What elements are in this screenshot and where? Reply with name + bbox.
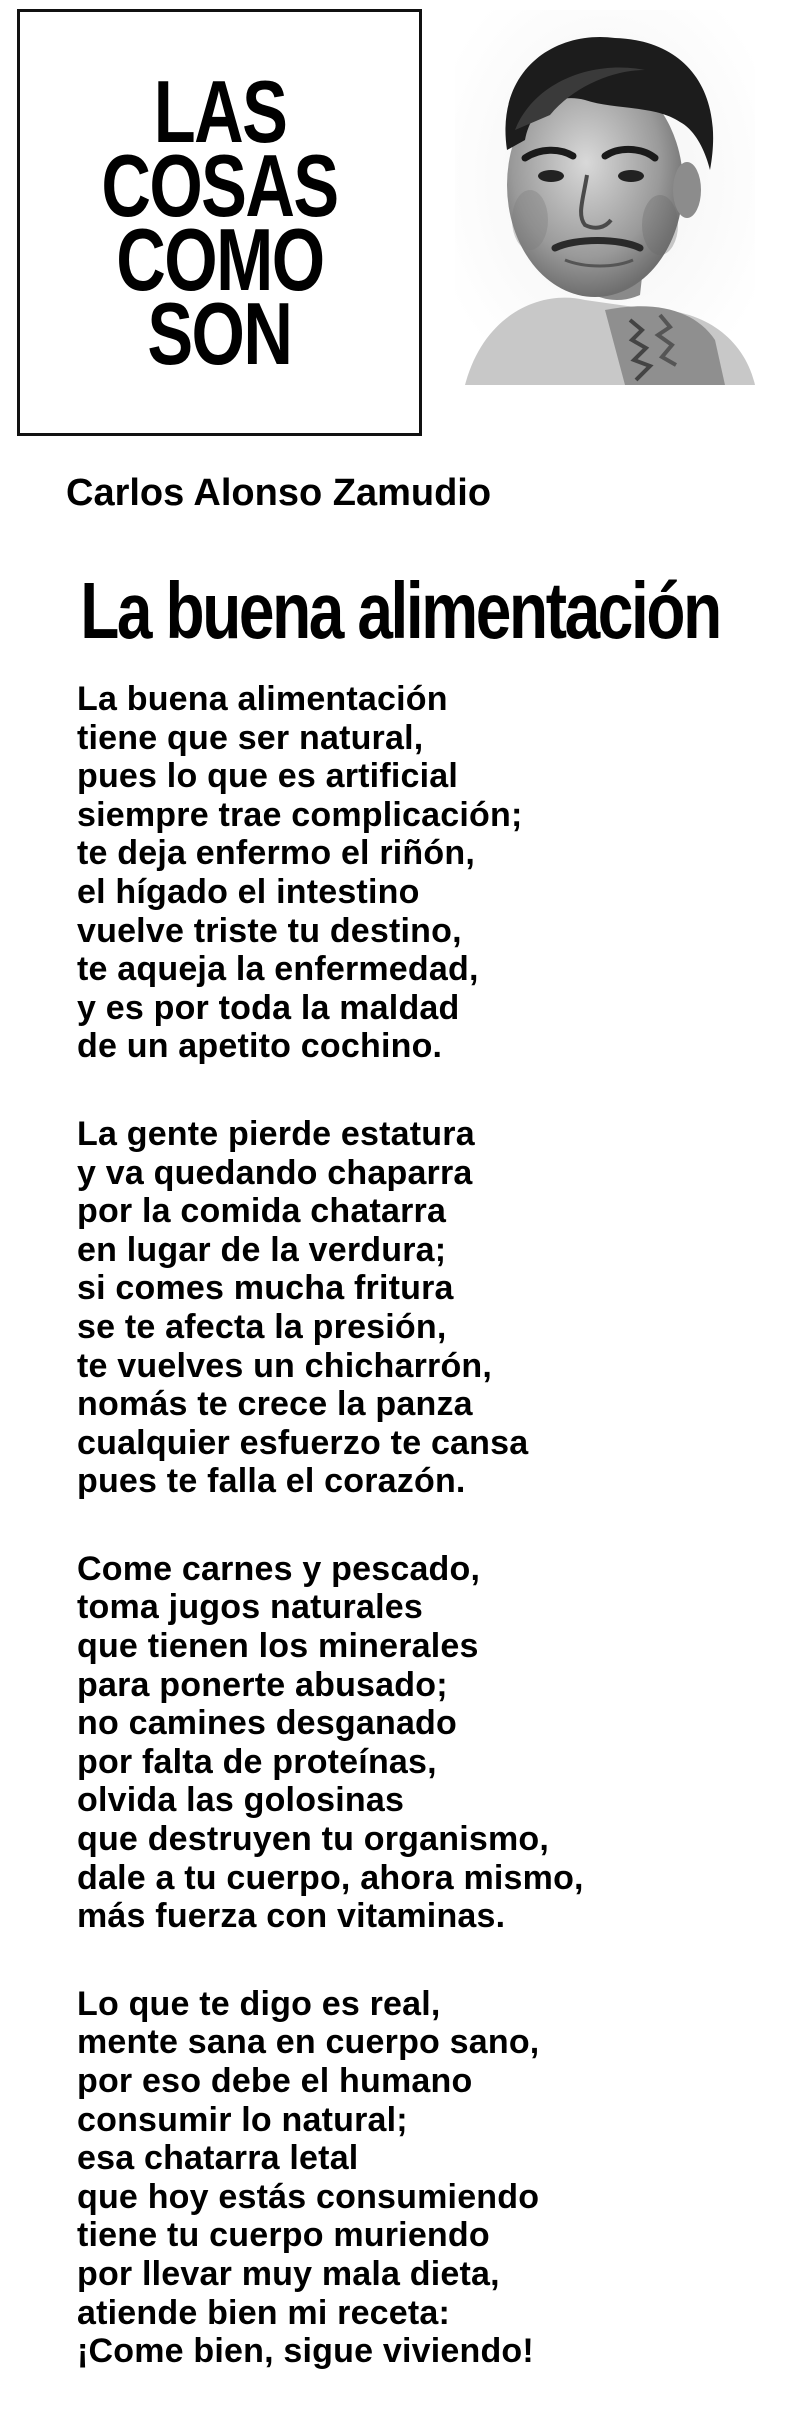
verse-line: nomás te crece la panza xyxy=(77,1385,473,1424)
verse-line: ¡Come bien, sigue viviendo! xyxy=(77,2332,534,2371)
verse-line: y es por toda la maldad xyxy=(77,988,460,1027)
verse-line: siempre trae complicación; xyxy=(77,795,523,834)
verse-line: esa chatarra letal xyxy=(77,2139,359,2178)
verse-line: te vuelves un chicharrón, xyxy=(77,1346,493,1385)
verse-line: vuelve triste tu destino, xyxy=(77,911,462,950)
verse-line: Lo que te digo es real, xyxy=(77,1984,441,2023)
verse-line: consumir lo natural; xyxy=(77,2100,408,2139)
stanza xyxy=(77,1985,777,2371)
column-logo xyxy=(17,9,422,436)
verse-line: te deja enfermo el riñón, xyxy=(77,834,475,873)
verse-line: te aqueja la enfermedad, xyxy=(77,950,479,989)
author-portrait xyxy=(455,10,755,385)
verse-line: por la comida chatarra xyxy=(77,1192,447,1231)
verse-line: se te afecta la presión, xyxy=(77,1307,447,1346)
article-title: La buena alimentación xyxy=(80,566,720,655)
stanza xyxy=(77,680,777,1066)
verse-line: que hoy estás consumiendo xyxy=(77,2177,540,2216)
verse-line: en lugar de la verdura; xyxy=(77,1230,447,1269)
verse-line: dale a tu cuerpo, ahora mismo, xyxy=(77,1858,584,1897)
verse-line: no camines desganado xyxy=(77,1704,457,1743)
verse-line: tiene tu cuerpo muriendo xyxy=(77,2216,490,2255)
verse-line: por llevar muy mala dieta, xyxy=(77,2254,500,2293)
column-logo-line: COSAS xyxy=(101,135,338,235)
verse-line: tiene que ser natural, xyxy=(77,718,424,757)
verse-line: Come carnes y pescado, xyxy=(77,1549,481,1588)
verse-line: que destruyen tu organismo, xyxy=(77,1820,550,1859)
verse-line: por falta de proteínas, xyxy=(77,1742,437,1781)
poem-body xyxy=(77,680,777,2420)
verse-line: atiende bien mi receta: xyxy=(77,2293,451,2332)
author-name: Carlos Alonso Zamudio xyxy=(66,472,492,514)
verse-line: por eso debe el humano xyxy=(77,2062,473,2100)
verse-line: el hígado el intestino xyxy=(77,872,420,911)
verse-line: pues te falla el corazón. xyxy=(77,1462,466,1501)
stanza xyxy=(77,1550,777,1936)
verse-line: cualquier esfuerzo te cansa xyxy=(77,1423,529,1462)
verse-line: si comes mucha fritura xyxy=(77,1269,454,1308)
verse-line: y va quedando chaparra xyxy=(77,1153,473,1192)
verse-line: toma jugos naturales xyxy=(77,1588,423,1627)
verse-line: para ponerte abusado; xyxy=(77,1665,448,1704)
verse-line: de un apetito cochino. xyxy=(77,1027,443,1066)
stanza xyxy=(77,1115,777,1501)
verse-line: que tienen los minerales xyxy=(77,1627,479,1666)
verse-line: La buena alimentación xyxy=(77,680,448,718)
verse-line: olvida las golosinas xyxy=(77,1781,405,1820)
column-logo-line: COMO xyxy=(115,209,324,309)
verse-line: más fuerza con vitaminas. xyxy=(77,1897,506,1936)
column-logo-line: SON xyxy=(147,283,292,383)
verse-line: mente sana en cuerpo sano, xyxy=(77,2023,540,2062)
verse-line: pues lo que es artificial xyxy=(77,757,459,796)
column-logo-line: LAS xyxy=(153,61,286,161)
verse-line: La gente pierde estatura xyxy=(77,1114,475,1153)
